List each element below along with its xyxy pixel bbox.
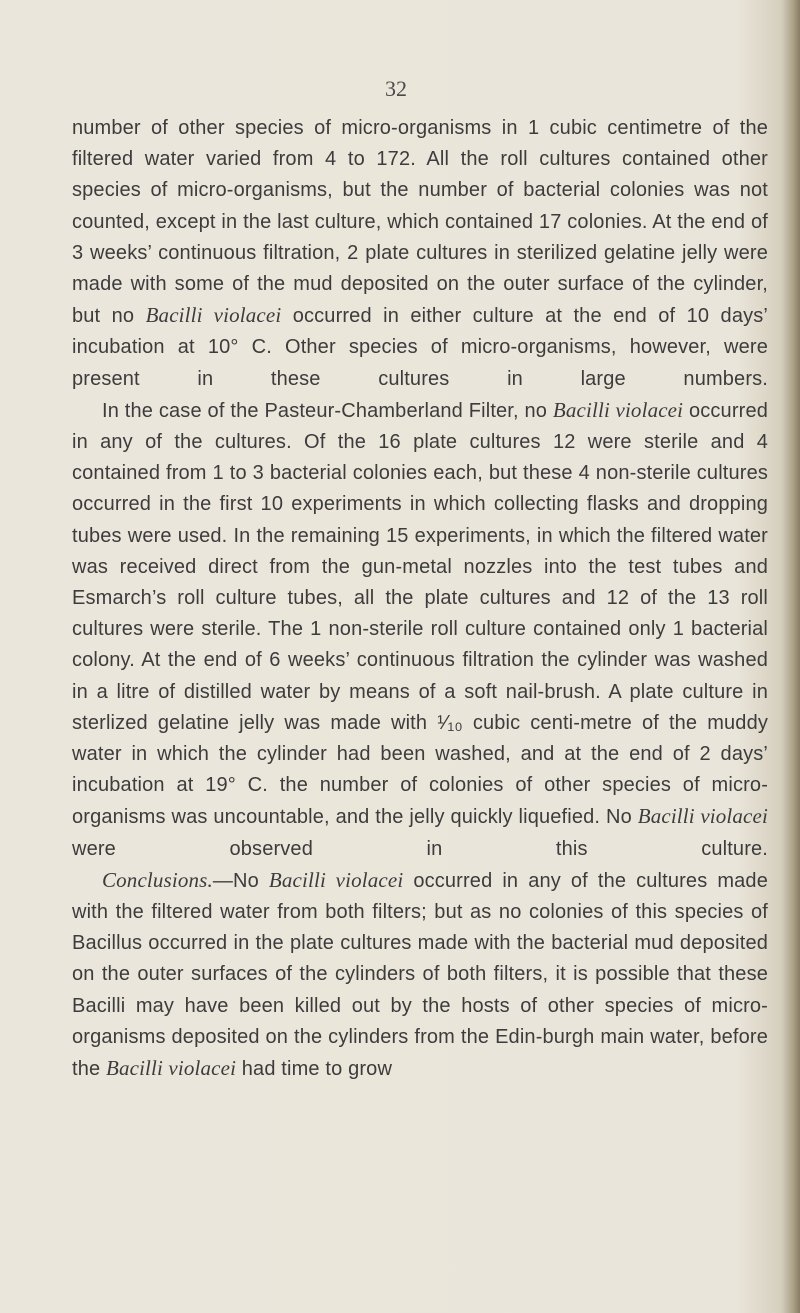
page-number: 32 [385, 76, 407, 101]
paragraph-1: number of other species of micro-organisms in 1 cubic centimetre of the filtered water varied from 4 to 172. All the roll cultures contained other species of micro-organisms, but the number of bacterial colonies was not counted, except in the last culture, which contained 17 colonies. At the end of 3 weeks’ continuous filtration, 2 plate cultures in sterilized gelatine jelly were made with some of the mud deposited on the outer surface of the cylinder, but no Bacilli violacei occurred in either culture at the end of 10 days’ incubation at 10° C. Other species of micro-organisms, however, were present in these cultures in large numbers. [72, 117, 768, 390]
italic-species-name: Bacilli violacei [105, 1056, 237, 1081]
paragraph-3: Conclusions.—No Bacilli violacei occurred in any of the cultures made with the filtered water from both filters; but as no colonies of this species of Bacillus occurred in the plate cultures made with the bacterial mud deposited on the outer surfaces of the cylinders of both filters, it is possible that these Bacilli may have been killed out by the hosts of other species of micro-organisms deposited on the cylinders from the Edin-burgh main water, before the Bacilli violacei had time to grow [72, 867, 768, 1081]
italic-species-name: Bacilli violacei [552, 397, 684, 422]
paragraph-2: In the case of the Pasteur-Chamberland Filter, no Bacilli violacei occurred in any of the cultures. Of the 16 plate cultures 12 were sterile and 4 contained from 1 to 3 bacterial colonies each, but these 4 non-sterile cultures occurred in the first 10 experiments in which collecting flasks and dropping tubes were used. In the remaining 15 experiments, in which the filtered water was received direct from the gun-metal nozzles into the test tubes and Esmarch’s roll culture tubes, all the plate cultures and 12 of the 13 roll cultures were sterile. The 1 non-sterile roll culture contained only 1 bacterial colony. At the end of 6 weeks’ continuous filtration the cylinder was washed in a litre of distilled water by means of a soft nail-brush. A plate culture in sterlized gelatine jelly was made with ¹⁄₁₀ cubic centi-metre of the muddy water in which the cylinder had been washed, and at the end of 2 days’ incubation at 19° C. the number of colonies of other species of micro-organisms was uncountable, and the jelly quickly liquefied. No Bacilli violacei were observed in this culture. [72, 397, 768, 860]
italic-species-name: Bacilli violacei [145, 303, 282, 328]
page-edge-shadow [782, 0, 800, 1313]
italic-species-name: Bacilli violacei [268, 867, 404, 892]
italic-species-name: Bacilli violacei [637, 804, 768, 829]
body-text [72, 113, 768, 1085]
conclusions-heading: Conclusions. [102, 867, 213, 892]
